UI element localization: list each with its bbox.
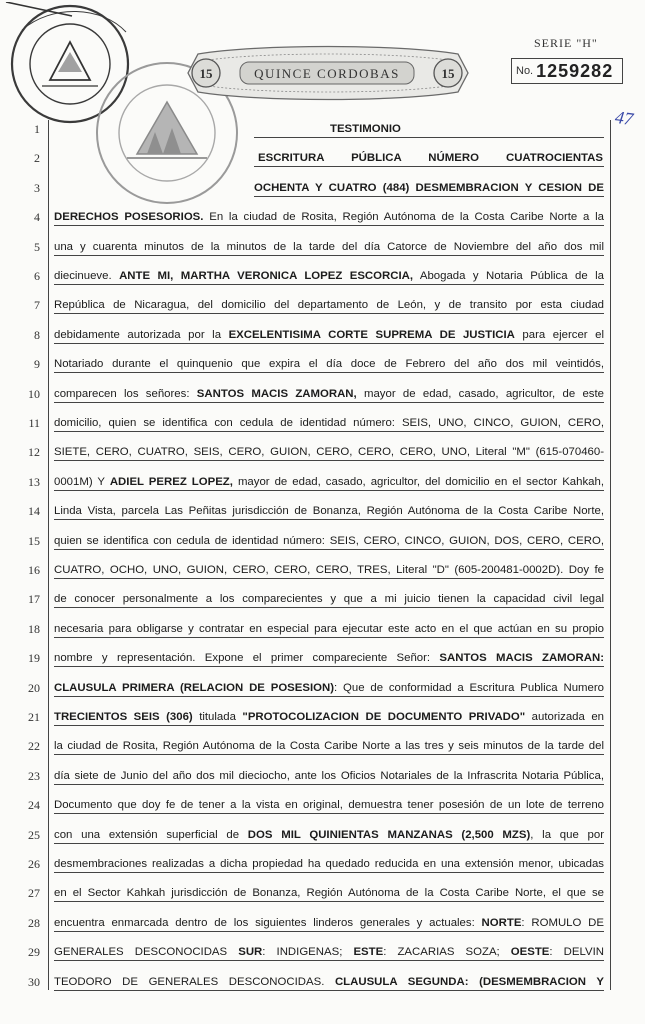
document-line [54,238,604,256]
document-line [258,149,603,167]
line-text: : Que de conformidad a Escritura Publica Numero [334,681,604,694]
line-number: 3 [34,180,40,195]
left-margin-rule [48,120,49,990]
line-rule [54,931,604,932]
document-line [54,708,604,726]
line-text: : ROMULO DE [521,916,604,929]
line-rule [54,519,604,520]
line-number: 1 [34,122,40,136]
line-text: Documento que doy fe de tener a la vista en original, demuestra tener posesión de un lote de terreno [54,799,604,812]
line-rule [54,255,604,256]
bold-text: NORTE [481,916,522,929]
line-rule [54,872,604,873]
serie-label: SERIE "H" [534,36,598,50]
bold-text: TRECIENTOS SEIS (306) [54,711,193,723]
document-line [54,620,604,638]
revenue-value-left: 15 [199,66,213,81]
document-line [54,473,604,491]
line-rule [54,960,604,961]
line-number: 21 [28,710,40,724]
line-text: GENERALES DESCONOCIDAS [54,946,239,959]
line-rule [54,990,604,991]
line-number: 12 [28,445,40,460]
bold-text: TESTIMONIO [330,123,401,135]
bold-text: OESTE [510,946,550,959]
line-number: 9 [34,357,40,372]
number-label: No. [516,65,534,77]
line-rule [54,431,604,432]
bold-text: ADIEL PEREZ LOPEZ, [109,475,233,488]
document-line [54,590,604,608]
line-number: 15 [28,533,40,548]
line-number: 16 [28,563,40,577]
bold-text: "PROTOCOLIZACION DE DOCUMENTO PRIVADO" [242,711,526,723]
document-number-box [511,58,623,84]
bold-text: ANTE MI, MARTHA VERONICA LOPEZ ESCORCIA, [119,270,414,282]
line-rule [54,843,604,844]
document-line [54,737,604,755]
line-number: 18 [28,621,40,636]
line-text: diecinueve. [54,270,120,282]
bold-text: CLAUSULA SEGUNDA: (DESMEMBRACION Y [334,975,604,988]
document-line [254,179,604,197]
line-number: 19 [28,651,40,666]
line-number: 8 [34,327,40,342]
line-text: titulada [192,711,243,723]
line-rule [54,901,604,902]
line-text: En la ciudad de Rosita, Región Autónoma de la Costa Caribe Norte a la [203,211,604,224]
line-text: Linda Vista, parcela Las Peñitas jurisdicción de Bonanza, Región Autónoma de la Costa Caribe Norte, [54,505,604,518]
line-number: 13 [28,474,40,489]
line-text: comparecen los señores: [54,387,197,400]
document-line [54,649,604,667]
document-line [54,326,604,344]
line-text: : INDIGENAS; [262,946,354,959]
line-text: : DELVIN [549,946,604,959]
line-number: 27 [28,886,40,901]
line-number: 23 [28,768,40,783]
line-text: mayor de edad, casado, agricultor, de este [356,387,604,400]
line-rule [54,725,604,726]
bold-text: SANTOS MACIS ZAMORAN, [196,387,357,400]
document-line [54,296,604,314]
line-text: TEODORO DE GENERALES DESCONOCIDAS. [54,975,335,988]
line-text: domicilio, quien se identifica con cedula de identidad número: SEIS, UNO, CINCO, GUION, CERO, [54,417,604,429]
line-text: con una extensión superficial de [54,828,248,841]
line-text: en el Sector Kahkah jurisdicción de Bonanza, Región Autónoma de la Costa Caribe Norte, el que se [54,887,604,900]
bold-text: SANTOS MACIS ZAMORAN: [439,652,605,665]
document-line [330,120,410,138]
line-rule [54,813,604,814]
line-rule [54,666,604,667]
document-line [54,208,604,226]
revenue-value-right: 15 [441,66,455,81]
line-text: una y cuarenta minutos de la minutos de la tarde del día Catorce de Noviembre del año dos mil [54,240,604,253]
document-line [54,973,604,991]
line-text: , la que por [530,828,604,841]
line-number: 2 [34,151,40,166]
document-line [54,826,604,844]
bold-text: ESTE [353,946,384,959]
line-text: Abogada y Notaria Pública de la [413,270,604,282]
document-line [54,267,604,285]
line-rule [54,460,604,461]
line-number: 20 [28,680,40,695]
line-number: 26 [28,857,40,871]
line-text: necesaria para obligarse y contratar en especial para ejecutar este acto en el que actúan en su propio [54,622,604,635]
line-text: debidamente autorizada por la [54,328,229,341]
line-rule [254,166,604,167]
line-rule [54,696,604,697]
line-rule [254,137,604,138]
line-number: 14 [28,504,40,519]
line-rule [54,372,604,373]
line-text: quien se identifica con cedula de identidad número: SEIS, CERO, CINCO, GUION, DOS, CERO, CERO, [54,534,604,547]
document-line [54,561,604,579]
line-number: 7 [34,298,40,313]
document-line [54,679,604,697]
line-rule [54,490,604,491]
document-line [54,532,604,550]
line-text: de conocer personalmente a los comparecientes y que a mi juicio tienen la capacidad civil legal [54,593,604,606]
line-rule [54,784,604,785]
document-line [54,502,604,520]
line-text: Notariado durante el quinquenio que expira el día doce de Febrero del año dos mil veintidós, [54,358,604,371]
line-text: : ZACARIAS SOZA; [383,946,511,959]
line-number: 22 [28,739,40,754]
bold-text: DOS MIL QUINIENTAS MANZANAS (2,500 MZS) [247,828,531,841]
document-line [54,443,604,461]
line-text: desmembraciones realizadas a dicha propiedad ha quedado reducida en una extensión menor, ubicadas [54,858,604,870]
line-number: 24 [28,798,40,813]
document-line [54,796,604,814]
document-line [54,355,604,373]
line-text: CUATRO, OCHO, UNO, GUION, CERO, CERO, CERO, TRES, Literal "D" (605-200481-0002D). Doy fe [54,564,604,576]
line-rule [54,402,604,403]
document-line [54,855,604,873]
line-text: autorizada en [525,711,604,723]
line-text: SIETE, CERO, CUATRO, SEIS, CERO, GUION, CERO, CERO, CERO, UNO, Literal "M" (615-070460- [54,446,604,459]
line-rule [54,343,604,344]
line-number: 17 [28,592,40,607]
document-line [54,414,604,432]
revenue-words: QUINCE CORDOBAS [254,66,400,81]
line-text: nombre y representación. Expone el primer compareciente Señor: [54,652,440,665]
handwritten-mark: 47 [613,106,635,130]
document-line [54,884,604,902]
line-rule [54,637,604,638]
line-text: la ciudad de Rosita, Región Autónoma de la Costa Caribe Norte a las tres y seis minutos de la tarde del [54,740,604,753]
document-line [54,767,604,785]
line-rule [254,196,604,197]
line-rule [54,754,604,755]
line-text: República de Nicaragua, del domicilio del departamento de León, y de transito por esta ciudad [54,299,604,312]
line-number: 5 [34,239,40,254]
line-rule [54,549,604,550]
bold-text: SUR [238,946,263,959]
document-line [54,385,604,403]
revenue-stamp [168,44,486,102]
line-text: encuentra enmarcada dentro de los siguientes linderos generales y actuales: [54,916,482,929]
line-rule [54,225,604,226]
line-text: 0001M) Y [54,475,110,488]
right-margin-rule [610,120,611,990]
line-rule [54,313,604,314]
document-line [54,914,604,932]
line-number: 29 [28,945,40,960]
line-number: 25 [28,827,40,842]
line-number: 6 [34,269,40,283]
line-number: 30 [28,974,40,989]
line-text: día siete de Junio del año dos mil dieciocho, ante los Oficios Notariales de la Infrascrita Notaria Pública, [54,769,604,782]
line-number: 10 [28,386,40,401]
bold-text: ESCRITURA PÚBLICA NÚMERO CUATROCIENTAS [258,152,603,165]
bold-text: CLAUSULA PRIMERA (RELACION DE POSESION) [54,681,335,694]
line-text: para ejercer el [514,328,604,341]
line-rule [54,578,604,579]
document-number: 1259282 [536,60,614,81]
line-number: 28 [28,915,40,930]
document-line [54,943,604,961]
line-number: 11 [28,416,40,430]
bold-text: OCHENTA Y CUATRO (484) DESMEMBRACION Y CESION DE [254,181,604,194]
bold-text: EXCELENTISIMA CORTE SUPREMA DE JUSTICIA [228,328,515,341]
line-rule [54,607,604,608]
line-rule [54,284,604,285]
line-text: mayor de edad, casado, agricultor, del domicilio en el sector Kahkah, [232,475,604,488]
line-number: 4 [34,210,40,225]
bold-text: DERECHOS POSESORIOS. [54,211,204,224]
